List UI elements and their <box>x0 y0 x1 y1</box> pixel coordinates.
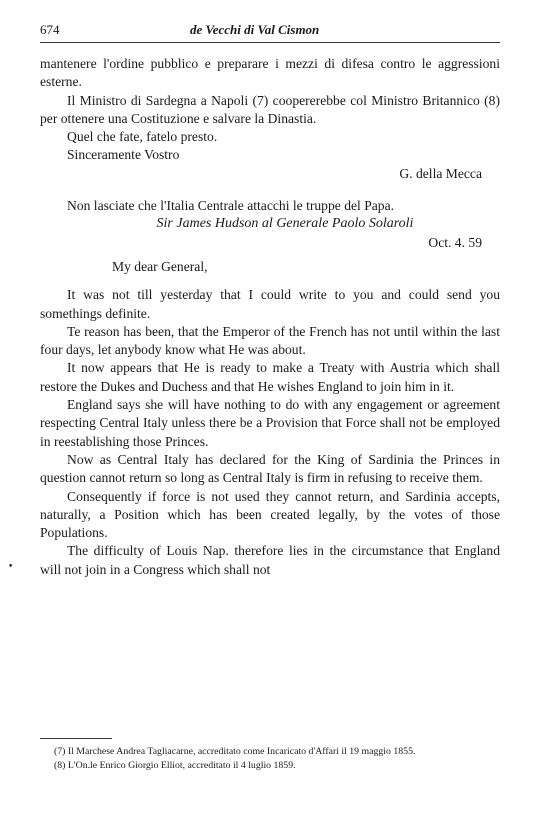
letter2-paragraph: It was not till yesterday that I could write to you and could send you somethings definite. <box>40 287 500 321</box>
margin-mark: • <box>8 562 14 572</box>
letter2-paragraph: Consequently if force is not used they cannot return, and Sardinia accepts, naturally, a Position which has been created legally, by the votes of those Populations. <box>40 488 500 541</box>
letter1-closing-salutation: Sinceramente Vostro <box>67 147 180 163</box>
letter2-paragraph: It now appears that He is ready to make a Treaty with Austria which shall restore the Dukes and Duchess and that He wishes England to join him in it. <box>40 360 500 394</box>
letter2-paragraph: The difficulty of Louis Nap. therefore lies in the circumstance that England will not join in a Congress which shall not <box>40 543 500 577</box>
running-title: de Vecchi di Val Cismon <box>190 22 320 37</box>
footnotes <box>40 738 500 773</box>
letter2-paragraph: England says she will have nothing to do with any engagement or agreement respecting Central Italy unless there be a Provision that Force shall not be employed in reestablishing those Princes. <box>40 397 500 449</box>
letter1-postscript: Non lasciate che l'Italia Centrale attacchi le truppe del Papa. <box>67 198 395 214</box>
letter1-signature: G. della Mecca <box>399 165 482 181</box>
letter2-title: Sir James Hudson al Generale Paolo Solaroli <box>156 216 414 232</box>
page-header <box>40 18 500 40</box>
letter2-paragraph: Te reason has been, that the Emperor of the French has not until within the last four days, let anybody know what He was about. <box>40 323 500 358</box>
letter2-paragraph: Now as Central Italy has declared for the King of Sardinia the Princes in question cannot return so long as Central Italy is firm in refusing to receive them. <box>40 451 500 486</box>
letter1-text: mantenere l'ordine pubblico e preparare i mezzi di difesa contro le aggressioni esterne. <box>40 56 500 90</box>
header-rule <box>40 42 500 43</box>
letter1-closing-line: Quel che fate, fatelo presto. <box>67 129 218 145</box>
page-number: 674 <box>40 22 60 37</box>
page <box>40 18 500 579</box>
letter2-date: Oct. 4. 59 <box>428 234 482 250</box>
footnote-7: (7) Il Marchese Andrea Tagliacarne, accreditato come Incaricato d'Affari il 19 maggio 1855. <box>54 746 416 757</box>
letter2-salutation: My dear General, <box>112 258 208 274</box>
letter1-paragraph: Il Ministro di Sardegna a Napoli (7) coopererebbe col Ministro Britannico (8) per ottenere una Costituzione e salvare la Dinastia. <box>40 92 500 126</box>
footnote-8: (8) L'On.le Enrico Giorgio Elliot, accreditato il 4 luglio 1859. <box>54 760 296 771</box>
document-body <box>40 55 500 579</box>
footnote-rule <box>40 738 112 739</box>
